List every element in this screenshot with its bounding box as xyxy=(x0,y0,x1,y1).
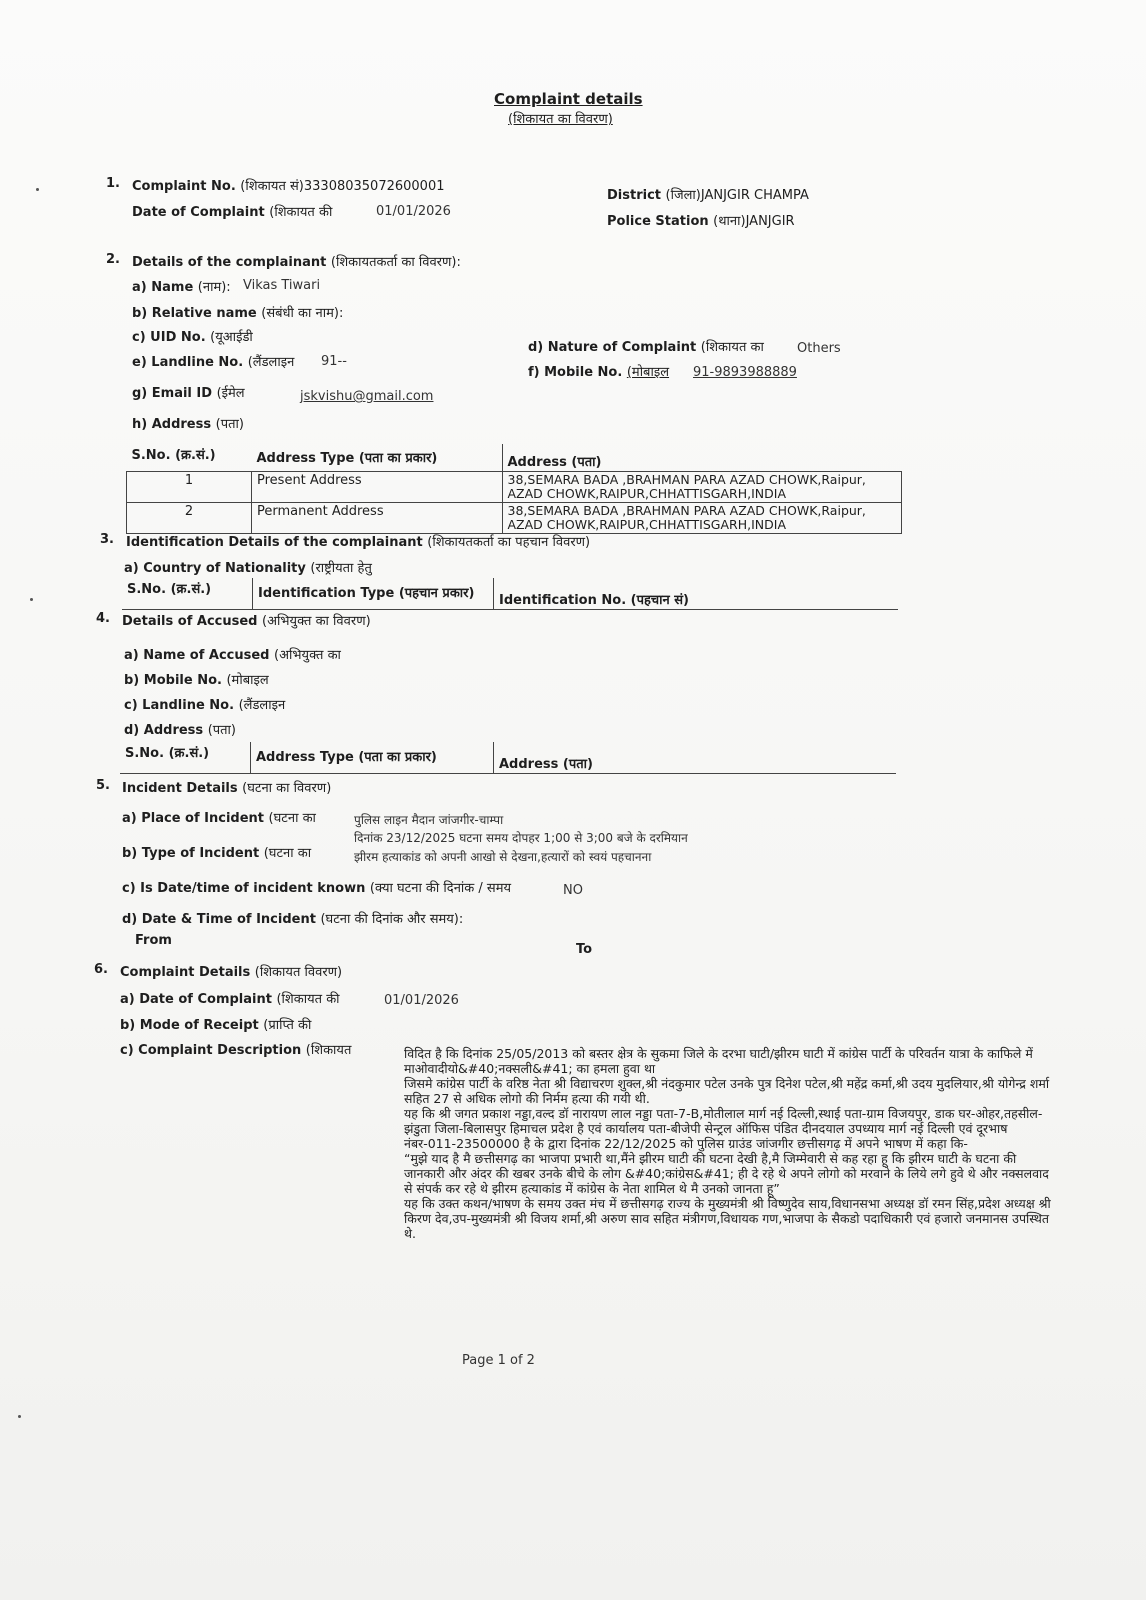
complainant-address-table xyxy=(126,444,902,534)
accused-address-table xyxy=(120,742,896,774)
accused-name-label: a) Name of Accused (अभियुक्त का xyxy=(124,648,341,663)
type-of-incident-value: झीरम हत्याकांड को अपनी आखो से देखना,हत्यारों को स्वयं पहचानना xyxy=(354,850,652,864)
table-header-row xyxy=(122,578,898,610)
description-paragraph: जिसमे कांग्रेस पार्टी के वरिष्ठ नेता श्री विद्याचरण शुक्ल,श्री नंदकुमार पटेल उनके पुत्र दिनेश पटेल,श्री महेंद्र कर्मा,श्री उदय मुदलियार,श्री योगेन्द्र शर्मा सहित 27 से अधिक लोगो की निर्मम हत्या की गयी थी. xyxy=(404,1076,1050,1106)
section-number: 3. xyxy=(100,532,114,547)
complaint-description-label: c) Complaint Description (शिकायत xyxy=(120,1043,352,1058)
table-row xyxy=(127,503,902,534)
cell-address-type: Permanent Address xyxy=(252,503,503,534)
scan-speck xyxy=(18,1415,21,1418)
complaint-no-value: 3330803507260000​1 xyxy=(303,179,445,194)
identification-table xyxy=(122,578,898,610)
complaint-no-label: Complaint No. (शिकायत सं)3330803507260000​1 xyxy=(132,179,445,194)
uid-label: c) UID No. (यूआईडी xyxy=(132,330,253,345)
accused-mobile-label: b) Mobile No. (मोबाइल xyxy=(124,673,269,688)
col-sno: S.No. (क्र.सं.) xyxy=(131,448,216,463)
cell-sno: 2 xyxy=(127,503,252,534)
table-row xyxy=(127,472,902,503)
email-label: g) Email ID (ईमेल xyxy=(132,386,245,401)
col-sno: S.No. (क्र.सं.) xyxy=(122,578,253,610)
cell-address: 38,SEMARA BADA ,BRAHMAN PARA AZAD CHOWK,Raipur, AZAD CHOWK,RAIPUR,CHHATTISGARH,INDIA xyxy=(502,472,902,503)
scan-speck xyxy=(36,188,39,191)
section-number: 1. xyxy=(106,176,120,191)
cell-sno: 1 xyxy=(127,472,252,503)
identification-heading: Identification Details of the complainant (शिकायतकर्ता का पहचान विवरण) xyxy=(126,535,591,550)
email-value: jskvishu@gmail.com xyxy=(300,389,434,404)
police-station-value: JANJGIR xyxy=(745,214,795,229)
complaint-description xyxy=(404,1046,1056,1241)
date-known-value: NO xyxy=(563,883,583,898)
relative-name-label: b) Relative name (संबंधी का नाम): xyxy=(132,306,344,321)
name-label: a) Name (नाम): xyxy=(132,280,231,295)
address-label: h) Address (पता) xyxy=(132,417,244,432)
col-address-type: Address Type (पता का प्रकार) xyxy=(251,742,494,774)
incident-heading: Incident Details (घटना का विवरण) xyxy=(122,781,332,796)
complaint-details-heading: Complaint Details (शिकायत विवरण) xyxy=(120,965,343,980)
section-number: 2. xyxy=(106,252,120,267)
mobile-value: 91-9893988889 xyxy=(693,365,797,380)
place-of-incident-time: दिनांक 23/12/2025 घटना समय दोपहर 1;00 से 3;00 बजे के दरमियान xyxy=(354,831,688,845)
section-number: 6. xyxy=(94,962,108,977)
col-address-type: Address Type (पता का प्रकार) xyxy=(256,451,438,466)
district-value: JANJGIR CHAMPA xyxy=(700,188,809,203)
col-address: Address (पता) xyxy=(494,742,897,774)
table-header-row xyxy=(120,742,896,774)
from-label: From xyxy=(135,933,172,948)
date-of-complaint-value: 01/01/2026 xyxy=(376,204,451,219)
accused-address-label: d) Address (पता) xyxy=(124,723,236,738)
col-address: Address (पता) xyxy=(502,444,902,472)
description-paragraph: विदित है कि दिनांक 25/05/2013 को बस्तर क्षेत्र के सुकमा जिले के दरभा घाटी/झीरम घाटी में कांग्रेस पार्टी के परिवर्तन यात्रा के काफिले में माओवादीयो&#40;नक्सली&#41; का हमला हुवा था xyxy=(404,1046,1033,1076)
place-of-incident-label: a) Place of Incident (घटना का xyxy=(122,811,316,826)
table-header-row xyxy=(127,444,902,472)
landline-value: 91-- xyxy=(321,354,347,369)
police-station-label: Police Station (थाना)JANJGIR xyxy=(607,214,795,229)
country-label: a) Country of Nationality (राष्ट्रीयता हेतु xyxy=(124,561,372,576)
type-of-incident-label: b) Type of Incident (घटना का xyxy=(122,846,312,861)
complaint-date-value: 01/01/2026 xyxy=(384,993,459,1008)
page-number: Page 1 of 2 xyxy=(462,1353,535,1368)
cell-address: 38,SEMARA BADA ,BRAHMAN PARA AZAD CHOWK,Raipur, AZAD CHOWK,RAIPUR,CHHATTISGARH,INDIA xyxy=(502,503,902,534)
complaint-date-label: a) Date of Complaint (शिकायत की xyxy=(120,992,340,1007)
complainant-heading: Details of the complainant (शिकायतकर्ता का विवरण): xyxy=(132,255,461,270)
date-time-incident-label: d) Date & Time of Incident (घटना की दिनांक और समय): xyxy=(122,912,464,927)
nature-of-complaint-value: Others xyxy=(797,341,841,356)
page-title: Complaint details xyxy=(494,90,643,108)
mode-of-receipt-label: b) Mode of Receipt (प्राप्ति की xyxy=(120,1018,312,1033)
description-paragraph: यह कि उक्त कथन/भाषण के समय उक्त मंच में छत्तीसगढ़ राज्य के मुख्यमंत्री श्री विष्णुदेव साय,विधानसभा अध्यक्ष डॉ रमन सिंह,प्रदेश अध्यक्ष श्री किरण देव,उप-मुख्यमंत्री श्री विजय शर्मा,श्री अरुण साव सहित मंत्रीगण,विधायक गण,भाजपा के सैकडो पदाधिकारी एवं हजारो जनमानस उपस्थित थे. xyxy=(404,1196,1051,1241)
col-id-no: Identification No. (पहचान सं) xyxy=(494,578,899,610)
accused-heading: Details of Accused (अभियुक्त का विवरण) xyxy=(122,614,371,629)
description-paragraph: यह कि श्री जगत प्रकाश नड्डा,वल्द डॉ नारायण लाल नड्डा पता-7-B,मोतीलाल मार्ग नई दिल्ली,स्थाई पता-ग्राम विजयपुर, डाक घर-ओहर,तहसील-झंडुता जिला-बिलासपुर हिमाचल प्रदेश है एवं कार्यालय पता-बीजेपी सेन्ट्रल ऑफिस पंडित दीनदयाल उपध्याय मार्ग नई दिल्ली एवं दूरभाष नंबर-011-23500000 है के द्वारा दिनांक 22/12/2025 को पुलिस ग्राउंड जांजगीर छत्तीसगढ़ में अपने भाषण में कहा कि- xyxy=(404,1106,1043,1151)
nature-of-complaint-label: d) Nature of Complaint (शिकायत का xyxy=(528,340,764,355)
section-number: 5. xyxy=(96,778,110,793)
mobile-label: f) Mobile No. (मोबाइल xyxy=(528,365,670,380)
scan-speck xyxy=(30,598,33,601)
page-subtitle: (शिकायत का विवरण) xyxy=(508,112,613,127)
cell-address-type: Present Address xyxy=(252,472,503,503)
accused-landline-label: c) Landline No. (लैंडलाइन xyxy=(124,698,286,713)
col-sno: S.No. (क्र.सं.) xyxy=(120,742,251,774)
place-of-incident-value: पुलिस लाइन मैदान जांजगीर-चाम्पा xyxy=(354,813,504,827)
date-of-complaint-label: Date of Complaint (शिकायत की xyxy=(132,205,333,220)
landline-label: e) Landline No. (लैंडलाइन xyxy=(132,355,295,370)
date-known-label: c) Is Date/time of incident known (क्या घटना की दिनांक / समय xyxy=(122,881,512,896)
description-paragraph: “मुझे याद है मै छत्तीसगढ़ का भाजपा प्रभारी था,मैंने झीरम घाटी की घटना देखी है,मै जिम्मेवारी से कह रहा हू कि झीरम घाटी के घटना की जानकारी और अंदर की खबर उनके बीचे के लोग &#40;कांग्रेस&#41; ही दे रहे थे अपने लोगो को मरवाने के लिये लगे हुवे थे और नक्सलवाद से संपर्क कर रहे थे झीरम हत्याकांड में कांग्रेस के नेता शामिल थे मै उनको जानता हू” xyxy=(404,1151,1049,1196)
col-id-type: Identification Type (पहचान प्रकार) xyxy=(253,578,494,610)
section-number: 4. xyxy=(96,611,110,626)
district-label: District (जिला)JANJGIR CHAMPA xyxy=(607,188,809,203)
to-label: To xyxy=(576,942,593,957)
name-value: Vikas Tiwari xyxy=(243,278,321,293)
